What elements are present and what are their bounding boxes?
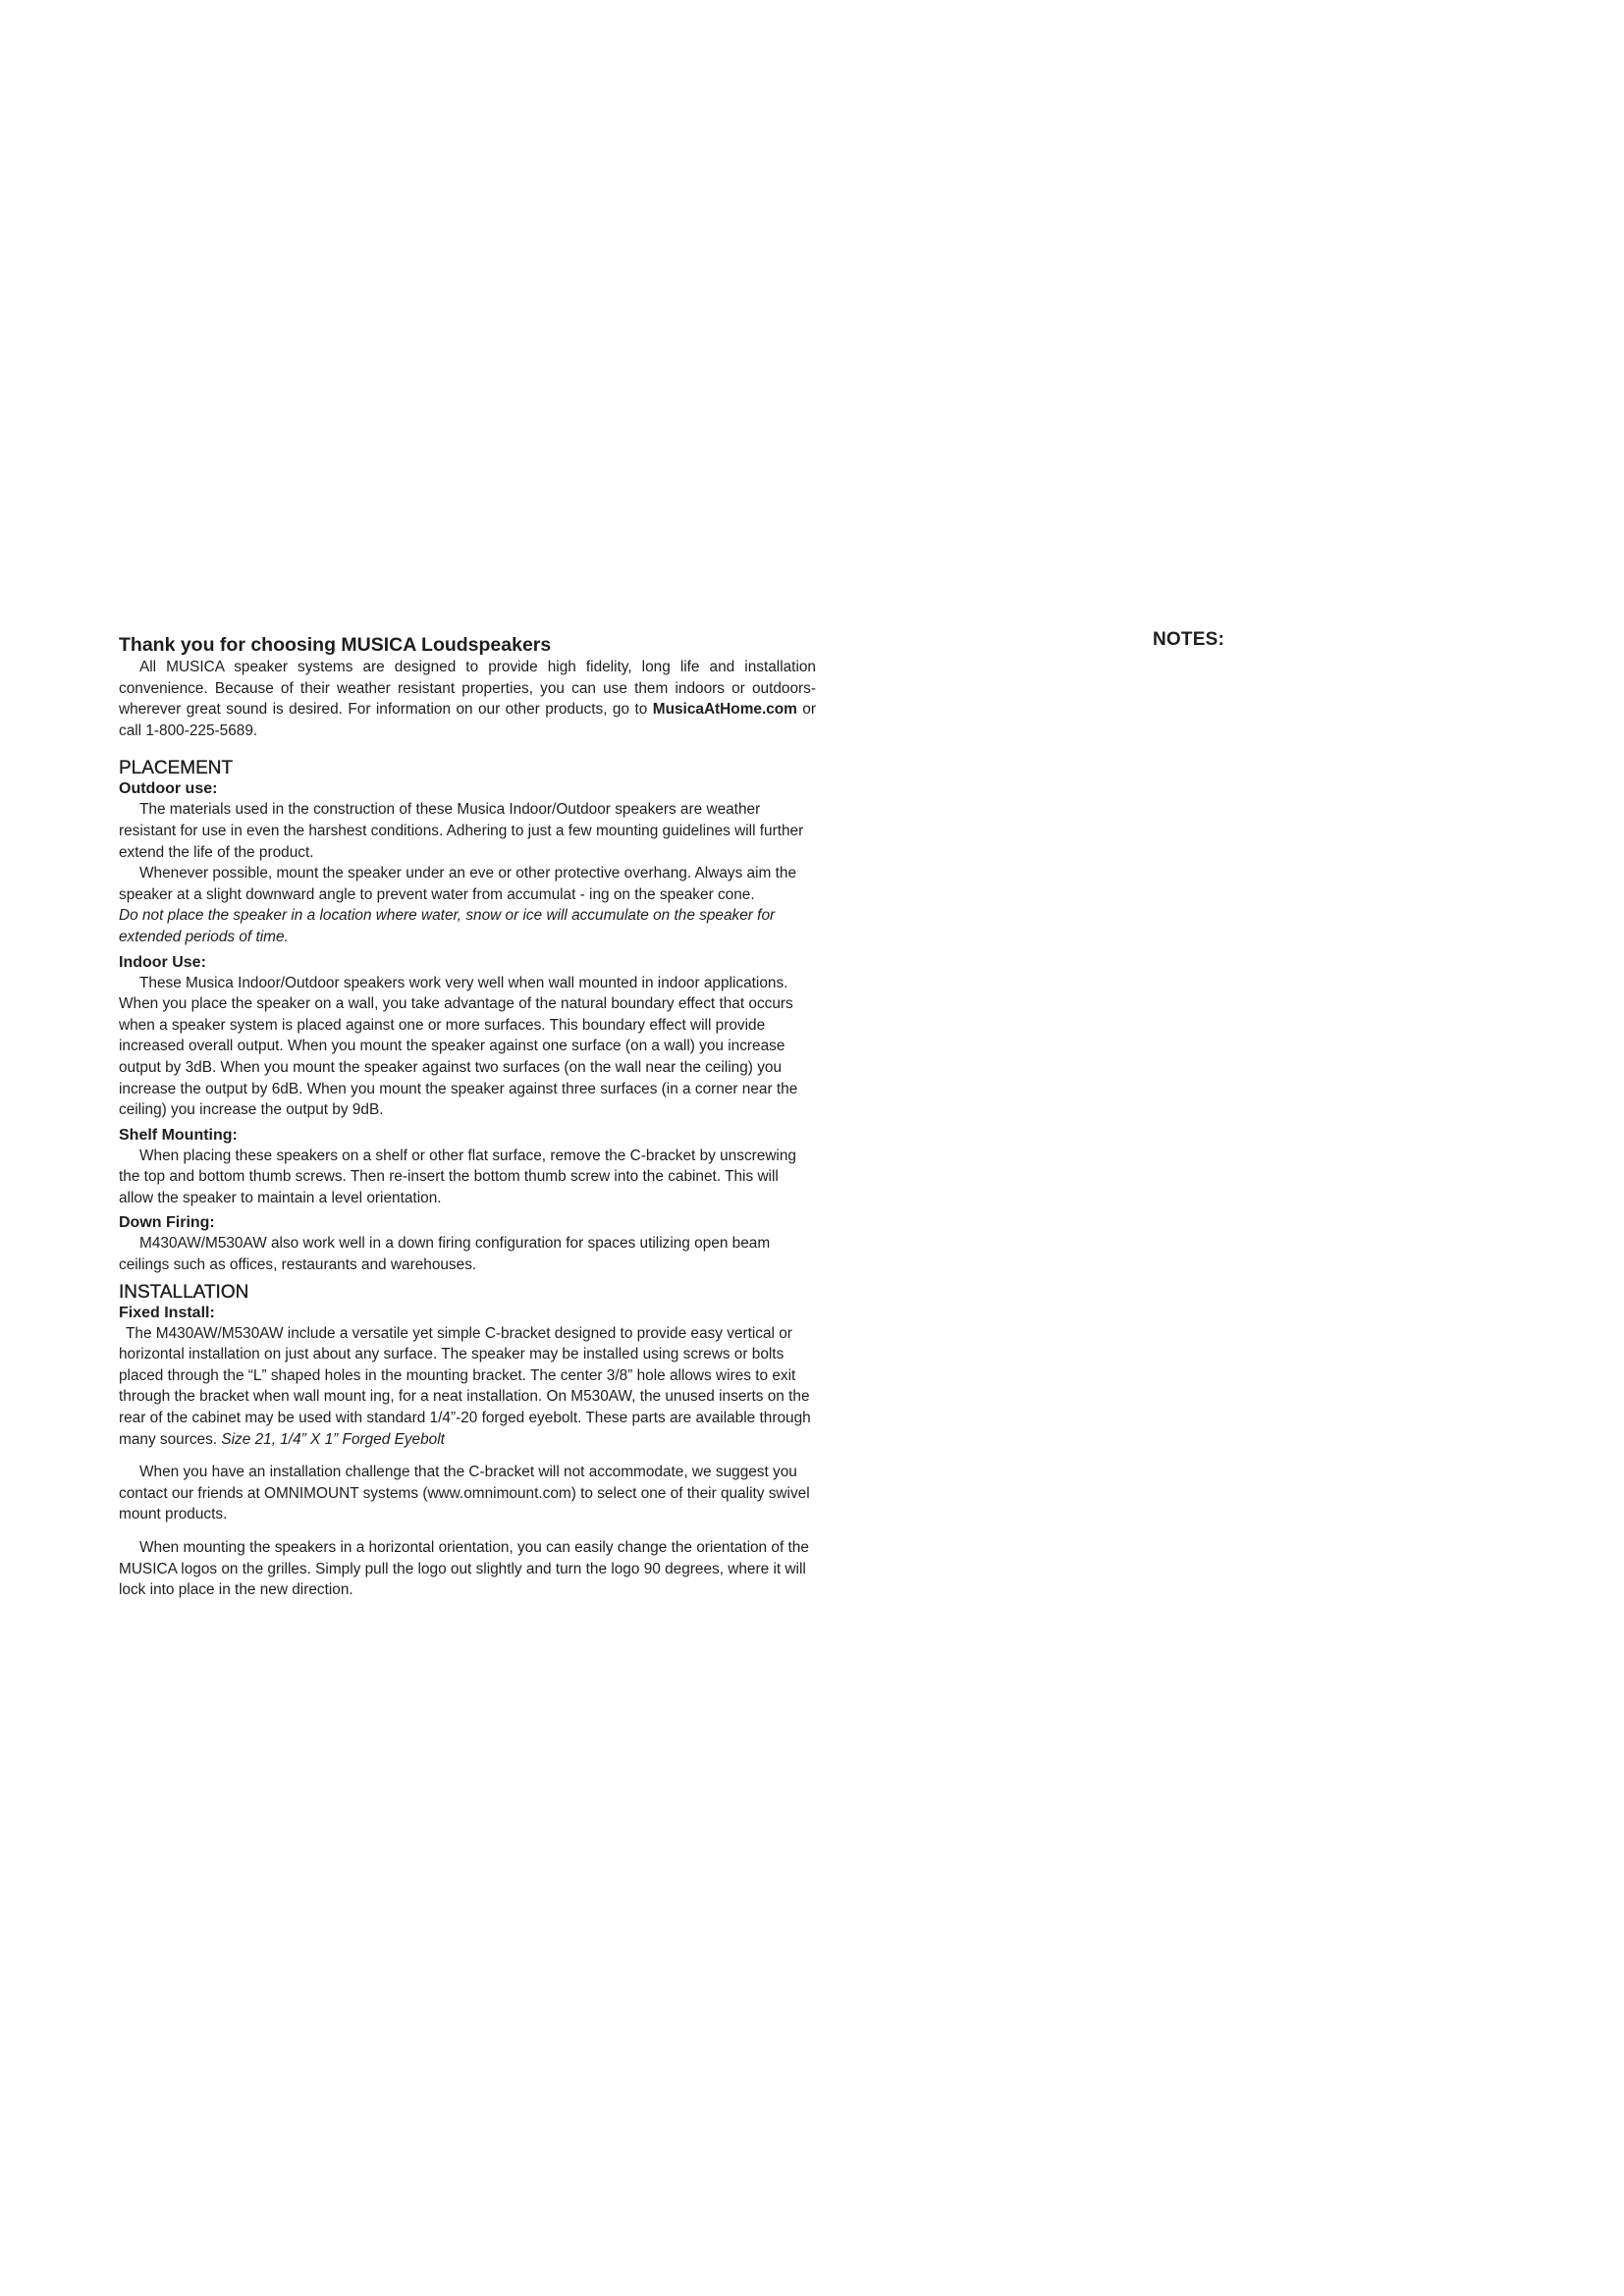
indoor-heading: Indoor Use: bbox=[119, 953, 206, 971]
intro-body-start: All MUSICA speaker systems are designed to provide high fidelity, long life and installation convenience. Because of their weather resistant properties, you can use them indoors or outdoors- wherever great sound is desired. For information on our other products, go to bbox=[119, 659, 816, 719]
installation-heading: INSTALLATION bbox=[119, 1281, 249, 1303]
indoor-paragraph: These Musica Indoor/Outdoor speakers work very well when wall mounted in indoor applications. When you place the speaker on a wall, you take advantage of the natural boundary effect that occurs when a speaker system is placed against one or more surfaces. This boundary effect will provide increased overall output. When you mount the speaker against one surface (on a wall) you increase output by 3dB. When you mount the speaker against two surfaces (on the wall near the ceiling) you increase the output by 6dB. When you mount the speaker against three surfaces (in a corner near the ceiling) you increase the output by 9dB. bbox=[119, 974, 798, 1119]
intro-body-end: or call 1-800-225-5689. bbox=[119, 701, 816, 739]
shelf-paragraph: When placing these speakers on a shelf or other flat surface, remove the C-bracket by unscrewing the top and bottom thumb screws. Then re-insert the bottom thumb screw into the cabinet. This will allow the speaker to maintain a level orientation. bbox=[119, 1147, 796, 1206]
down-firing-heading: Down Firing: bbox=[119, 1214, 215, 1232]
eyebolt-spec: Size 21, 1/4” X 1” Forged Eyebolt bbox=[221, 1430, 445, 1448]
notes-column bbox=[1153, 629, 1447, 651]
intro-title: Thank you for choosing MUSICA Loudspeakers bbox=[119, 634, 552, 656]
fixed-install-paragraph-1 bbox=[119, 1323, 816, 1451]
fixed-install-body: The M430AW/M530AW include a versatile yet simple C-bracket designed to provide easy vertical or horizontal installation on just about any surface. The speaker may be installed using screws or bolts placed through the “L” shaped holes in the mounting bracket. The center 3/8” hole allows wires to exit through the bracket when wall mount ing, for a neat installation. On M530AW, the unused inserts on the rear of the cabinet may be used with standard 1/4”-20 forged eyebolt. These parts are available through many sources. bbox=[119, 1324, 811, 1448]
intro-paragraph bbox=[119, 657, 816, 741]
outdoor-paragraph-1: The materials used in the construction of these Musica Indoor/Outdoor speakers are weather resistant for use in even the harshest conditions. Adhering to just a few mounting guidelines will further extend the life of the product. bbox=[119, 801, 804, 861]
outdoor-heading: Outdoor use: bbox=[119, 780, 218, 798]
shelf-heading: Shelf Mounting: bbox=[119, 1126, 238, 1144]
down-firing-paragraph: M430AW/M530AW also work well in a down firing configuration for spaces utilizing open beam ceilings such as offices, restaurants and warehouses. bbox=[119, 1235, 771, 1274]
manual-left-column bbox=[119, 633, 816, 1601]
outdoor-warning: Do not place the speaker in a location where water, snow or ice will accumulate on the speaker for extended periods of time. bbox=[119, 907, 776, 945]
fixed-install-heading: Fixed Install: bbox=[119, 1304, 215, 1321]
placement-heading: PLACEMENT bbox=[119, 758, 234, 779]
website-link: MusicaAtHome.com bbox=[652, 701, 797, 719]
outdoor-paragraph-2: Whenever possible, mount the speaker under an eve or other protective overhang. Always aim the speaker at a slight downward angle to prevent water from accumulat - ing on the speaker cone. bbox=[119, 865, 797, 903]
notes-title: NOTES: bbox=[1153, 629, 1224, 650]
fixed-install-paragraph-3: When mounting the speakers in a horizontal orientation, you can easily change the orientation of the MUSICA logos on the grilles. Simply pull the logo out slightly and turn the logo 90 degrees, where it will lock into place in the new direction. bbox=[119, 1539, 809, 1599]
fixed-install-paragraph-2: When you have an installation challenge that the C-bracket will not accommodate, we suggest you contact our friends at OMNIMOUNT systems (www.omnimount.com) to select one of their quality swivel mount products. bbox=[119, 1464, 810, 1523]
